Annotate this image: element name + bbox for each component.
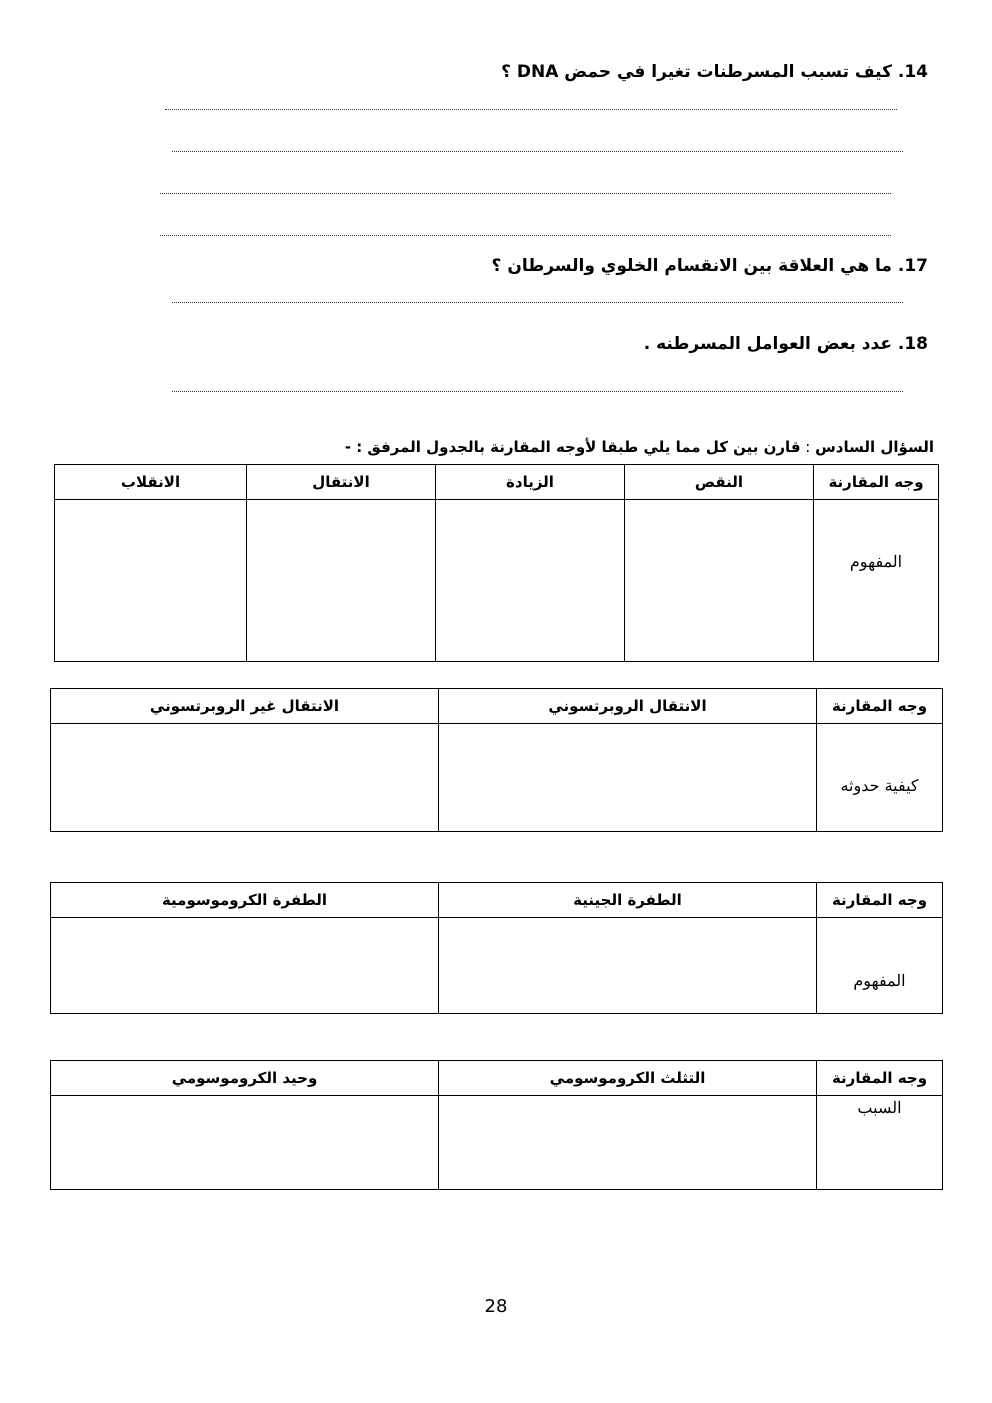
header-trisomy: التثلث الكروموسومي (439, 1061, 817, 1096)
answer-cell[interactable] (51, 1096, 439, 1190)
answer-line[interactable] (160, 192, 891, 194)
header-comparison-aspect: وجه المقارنة (817, 689, 943, 724)
answer-line[interactable] (160, 234, 891, 236)
question-14: 14. كيف تسبب المسرطنات تغيرا في حمض DNA ؟ (501, 62, 928, 82)
answer-cell[interactable] (625, 500, 814, 662)
answer-cell[interactable] (439, 918, 817, 1014)
row-label-how-it-occurs: كيفية حدوثه (817, 724, 943, 832)
answer-line[interactable] (172, 390, 903, 392)
header-non-robertsonian-translocation: الانتقال غير الروبرتسوني (51, 689, 439, 724)
header-translocation: الانتقال (247, 465, 436, 500)
answer-line[interactable] (165, 108, 897, 110)
answer-cell[interactable] (51, 918, 439, 1014)
comparison-table-mutations (50, 882, 943, 1014)
row-label-concept: المفهوم (814, 500, 939, 662)
comparison-table-trisomy-monosomy (50, 1060, 943, 1190)
answer-cell[interactable] (436, 500, 625, 662)
answer-cell[interactable] (247, 500, 436, 662)
answer-cell[interactable] (439, 1096, 817, 1190)
section-six-separator: : (800, 438, 816, 456)
answer-cell[interactable] (55, 500, 247, 662)
answer-cell[interactable] (51, 724, 439, 832)
header-comparison-aspect: وجه المقارنة (814, 465, 939, 500)
row-label-concept: المفهوم (817, 918, 943, 1014)
header-comparison-aspect: وجه المقارنة (817, 883, 943, 918)
answer-line[interactable] (172, 150, 903, 152)
comparison-table-deletion-duplication (54, 464, 939, 662)
header-gene-mutation: الطفرة الجينية (439, 883, 817, 918)
section-six-instruction: قارن بين كل مما يلي طبقا لأوجه المقارنة بالجدول المرفق : - (344, 438, 801, 456)
comparison-table-robertsonian (50, 688, 943, 832)
header-duplication: الزيادة (436, 465, 625, 500)
question-17: 17. ما هي العلاقة بين الانقسام الخلوي والسرطان ؟ (491, 256, 928, 276)
section-six-title: السؤال السادس (815, 438, 934, 456)
header-inversion: الانقلاب (55, 465, 247, 500)
page-number: 28 (484, 1296, 508, 1317)
header-comparison-aspect: وجه المقارنة (817, 1061, 943, 1096)
row-label-cause: السبب (817, 1096, 943, 1190)
section-six-heading (345, 438, 934, 456)
header-deletion: النقص (625, 465, 814, 500)
question-18: 18. عدد بعض العوامل المسرطنه . (643, 334, 928, 354)
answer-line[interactable] (172, 301, 903, 303)
header-robertsonian-translocation: الانتقال الروبرتسوني (439, 689, 817, 724)
header-chromosomal-mutation: الطفرة الكروموسومية (51, 883, 439, 918)
header-monosomy: وحيد الكروموسومي (51, 1061, 439, 1096)
answer-cell[interactable] (439, 724, 817, 832)
